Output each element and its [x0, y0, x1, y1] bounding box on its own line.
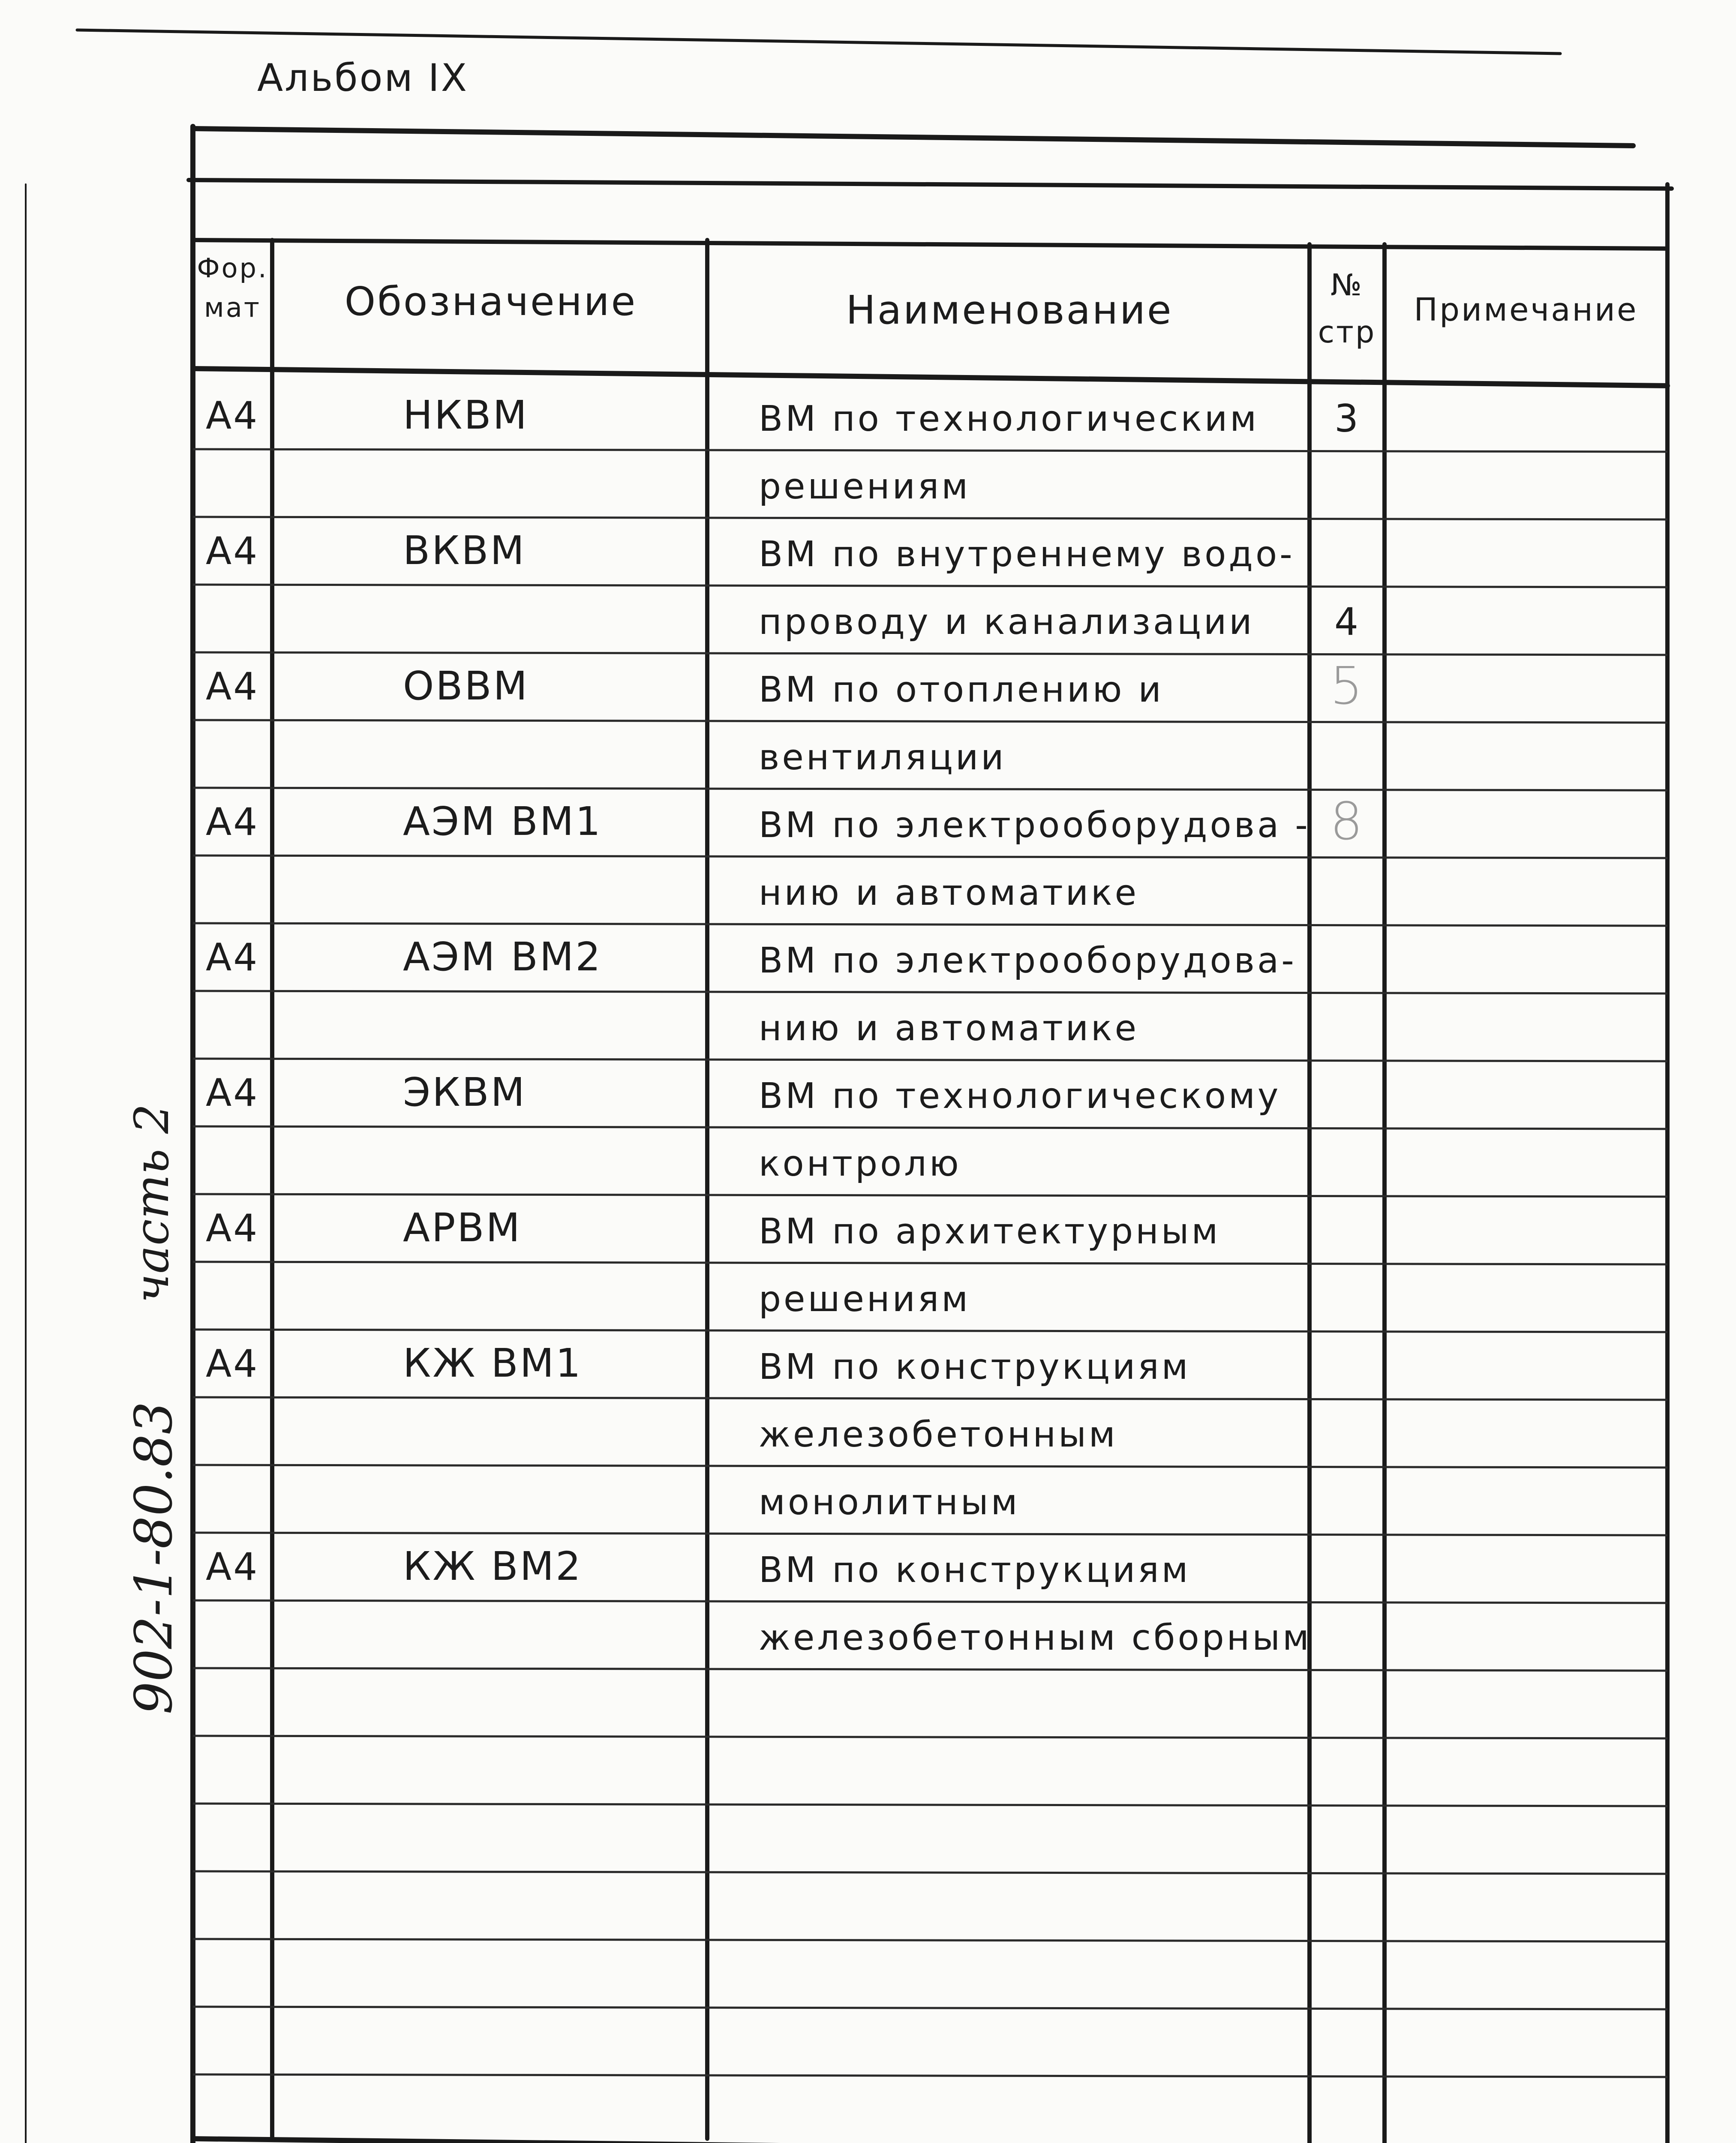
cell-name-line: ВМ по архитектурным	[759, 1211, 1221, 1252]
row-divider	[193, 855, 1667, 858]
cell-name-line: ВМ по конструкциям	[759, 1347, 1191, 1387]
cell-name-line: ВМ по электрооборудова -	[759, 805, 1310, 846]
row-divider	[193, 923, 1667, 926]
row-divider	[193, 1804, 1667, 1806]
margin-document-code: 902-1-80.83	[124, 1401, 184, 1714]
cell-name-line: нию и автоматике	[759, 873, 1139, 913]
cell-designation: АЭМ ВМ2	[403, 934, 602, 980]
row-divider	[193, 1736, 1667, 1738]
header-name: Наименование	[846, 287, 1173, 333]
margin-part-label: часть 2	[124, 1104, 179, 1303]
row-divider	[193, 449, 1667, 452]
row-divider	[193, 1262, 1667, 1264]
cell-name-line: решениям	[759, 1279, 971, 1320]
cell-format: А4	[206, 935, 259, 979]
cell-designation: НКВМ	[403, 392, 529, 438]
cell-page: 4	[1334, 600, 1360, 644]
row-divider	[193, 1059, 1667, 1061]
cell-format: А4	[206, 1545, 259, 1589]
row-divider	[193, 1871, 1667, 1874]
row-divider	[193, 1600, 1667, 1603]
cell-format: А4	[206, 1342, 259, 1386]
cell-format: А4	[206, 529, 259, 573]
cell-name-line: ВМ по внутреннему водо-	[759, 534, 1295, 575]
row-divider	[193, 1126, 1667, 1129]
row-divider	[193, 788, 1667, 790]
header-format-line1: Фор.	[197, 252, 268, 284]
cell-designation: ВКВМ	[403, 528, 526, 573]
row-divider	[193, 585, 1667, 587]
cell-designation: КЖ ВМ2	[403, 1543, 583, 1589]
cell-designation: КЖ ВМ1	[403, 1340, 583, 1386]
cell-page: 8	[1330, 792, 1365, 852]
row-divider	[193, 991, 1667, 993]
row-divider	[193, 1465, 1667, 1468]
row-divider	[193, 1533, 1667, 1535]
cell-name-line: железобетонным сборным	[759, 1618, 1312, 1658]
header-page-line2: стр	[1318, 315, 1376, 350]
cell-name-line: монолитным	[759, 1482, 1020, 1523]
row-divider	[193, 1397, 1667, 1400]
cell-name-line: ВМ по отоплению и	[759, 669, 1164, 710]
row-divider	[193, 2074, 1667, 2077]
cell-name-line: ВМ по конструкциям	[759, 1550, 1191, 1591]
cell-name-line: вентиляции	[759, 737, 1006, 778]
header-note: Примечание	[1414, 291, 1638, 328]
header-format-line2: мат	[204, 292, 261, 323]
cell-page: 3	[1334, 396, 1360, 441]
row-divider	[193, 1668, 1667, 1671]
cell-name-line: железобетонным	[759, 1414, 1118, 1455]
row-divider	[193, 652, 1667, 655]
cell-name-line: проводу и канализации	[759, 602, 1255, 642]
cell-format: А4	[206, 800, 259, 844]
cell-name-line: контролю	[759, 1144, 961, 1184]
cell-format: А4	[206, 1206, 259, 1250]
cell-name-line: ВМ по технологическому	[759, 1076, 1281, 1117]
cell-name-line: решениям	[759, 466, 971, 507]
cell-designation: АЭМ ВМ1	[403, 798, 602, 844]
cell-name-line: нию и автоматике	[759, 1008, 1139, 1049]
row-divider	[193, 720, 1667, 723]
cell-name-line: ВМ по технологическим	[759, 399, 1259, 439]
row-divider	[193, 1330, 1667, 1332]
cell-name-line: ВМ по электрооборудова-	[759, 940, 1297, 981]
cell-format: А4	[206, 393, 259, 438]
row-divider	[193, 1194, 1667, 1197]
album-title: Альбом IX	[257, 56, 469, 100]
header-page	[1310, 261, 1385, 356]
header-designation: Обозначение	[344, 279, 637, 324]
cell-format: А4	[206, 1071, 259, 1115]
header-page-line1: №	[1331, 267, 1364, 303]
cell-designation: АРВМ	[403, 1205, 522, 1251]
cell-designation: ЭКВМ	[403, 1069, 527, 1115]
row-divider	[193, 517, 1667, 519]
cell-designation: ОВВМ	[403, 663, 529, 709]
cell-page: 5	[1330, 657, 1365, 716]
row-divider	[193, 2007, 1667, 2009]
header-format	[193, 249, 272, 327]
row-divider	[193, 1939, 1667, 1942]
cell-format: А4	[206, 664, 259, 708]
